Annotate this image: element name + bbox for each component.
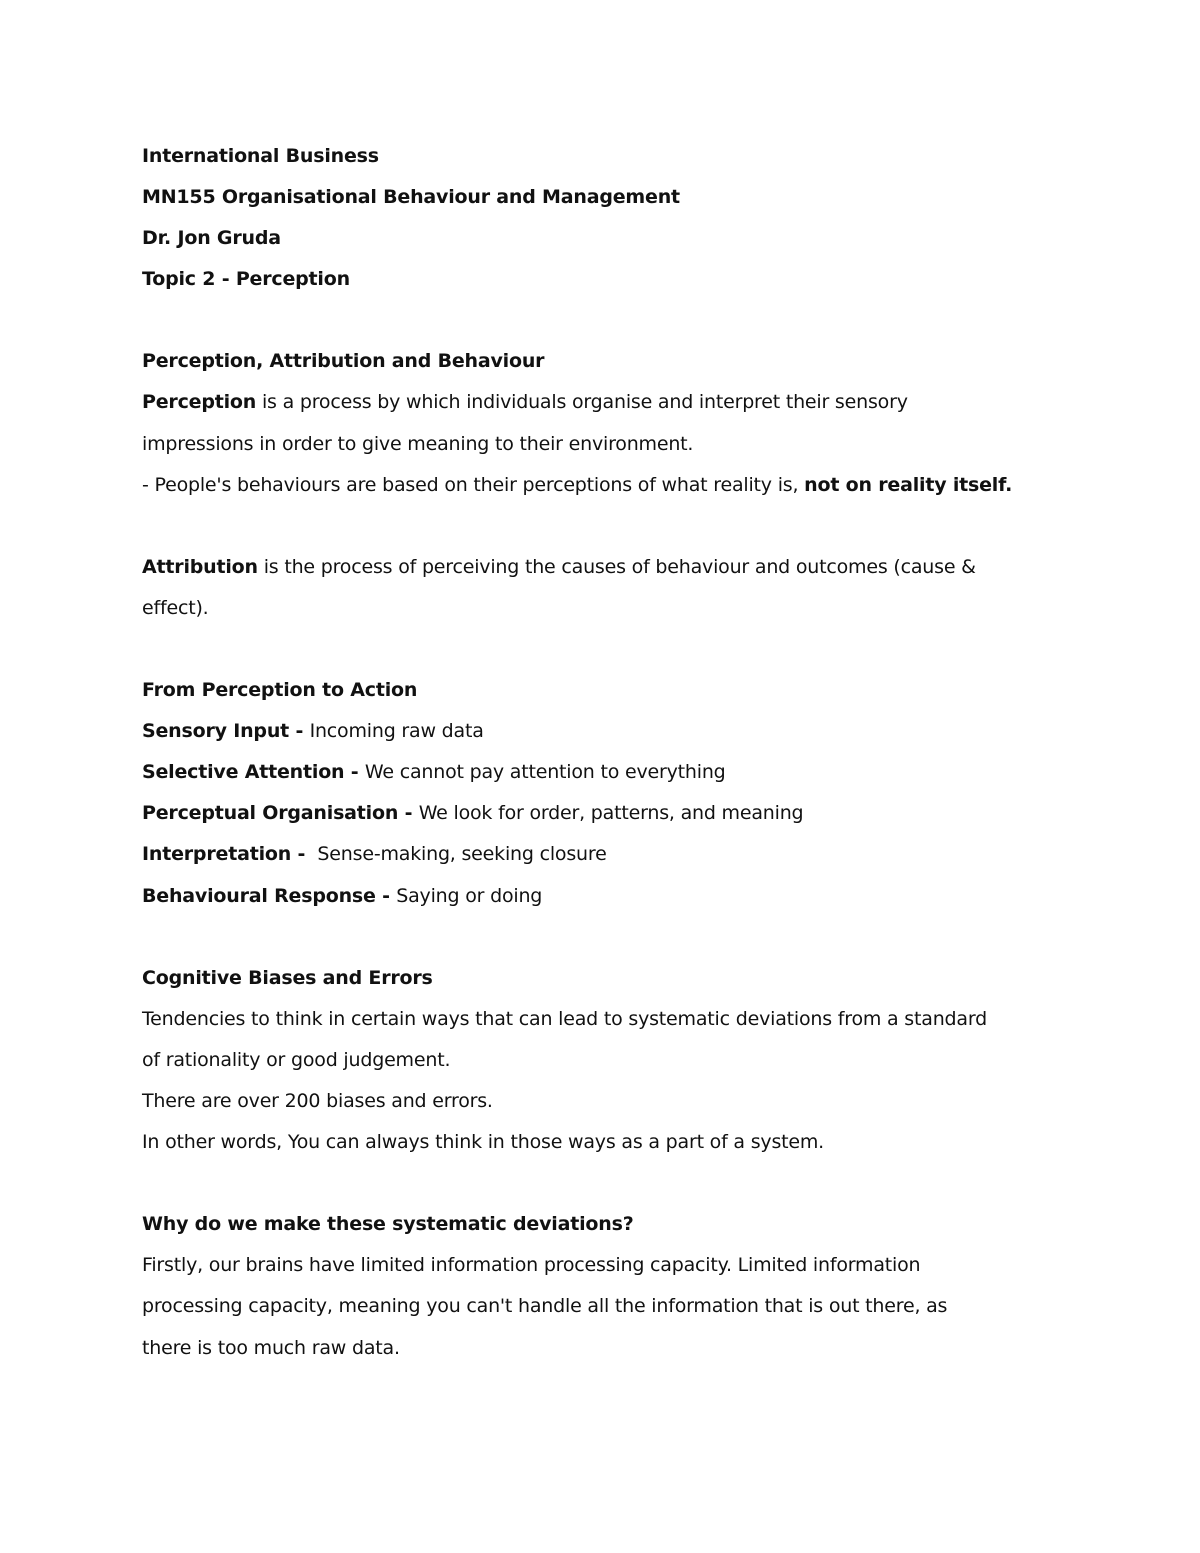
biases-paragraph-line: There are over 200 biases and errors.	[142, 1090, 493, 1112]
lecturer-name: Dr. Jon Gruda	[142, 227, 281, 249]
perception-definition-line-1	[142, 388, 908, 416]
list-item-text: We cannot pay attention to everything	[364, 761, 726, 783]
attribution-definition-line-1	[142, 553, 976, 581]
list-item-term: Perceptual Organisation -	[142, 802, 419, 824]
list-item	[142, 840, 607, 868]
section-heading-perception: Perception, Attribution and Behaviour	[142, 350, 545, 372]
list-item	[142, 758, 726, 786]
module-title: MN155 Organisational Behaviour and Management	[142, 186, 680, 208]
section-heading-biases: Cognitive Biases and Errors	[142, 967, 433, 989]
list-item-text: Sense-making, seeking closure	[311, 843, 607, 865]
perception-note-text: - People's behaviours are based on their perceptions of what reality is,	[142, 474, 805, 496]
attribution-term: Attribution	[142, 556, 258, 578]
list-item-text: We look for order, patterns, and meaning	[418, 802, 804, 824]
list-item-text: Saying or doing	[396, 885, 543, 907]
perception-definition-line-2: impressions in order to give meaning to their environment.	[142, 433, 694, 455]
why-paragraph-line: Firstly, our brains have limited information processing capacity. Limited information	[142, 1254, 921, 1276]
list-item-term: Interpretation -	[142, 843, 312, 865]
course-title: International Business	[142, 145, 379, 167]
attribution-definition-text: is the process of perceiving the causes of behaviour and outcomes (cause &	[257, 556, 976, 578]
biases-paragraph-line: In other words, You can always think in those ways as a part of a system.	[142, 1131, 825, 1153]
list-item	[142, 799, 803, 827]
list-item	[142, 717, 484, 745]
section-heading-action: From Perception to Action	[142, 679, 418, 701]
perception-definition-text: is a process by which individuals organise and interpret their sensory	[256, 391, 908, 413]
list-item-text: Incoming raw data	[309, 720, 484, 742]
list-item-term: Selective Attention -	[142, 761, 365, 783]
perception-term: Perception	[142, 391, 257, 413]
biases-paragraph-line: of rationality or good judgement.	[142, 1049, 451, 1071]
list-item-term: Sensory Input -	[142, 720, 310, 742]
why-paragraph-line: processing capacity, meaning you can't handle all the information that is out there, as	[142, 1295, 948, 1317]
biases-paragraph-line: Tendencies to think in certain ways that can lead to systematic deviations from a standard	[142, 1008, 987, 1030]
topic-title: Topic 2 - Perception	[142, 268, 350, 290]
list-item-term: Behavioural Response -	[142, 885, 397, 907]
attribution-definition-line-2: effect).	[142, 597, 209, 619]
section-heading-why: Why do we make these systematic deviations?	[142, 1213, 634, 1235]
perception-note	[142, 471, 1012, 499]
perception-note-emphasis: not on reality itself.	[804, 474, 1013, 496]
list-item	[142, 882, 542, 910]
why-paragraph-line: there is too much raw data.	[142, 1337, 400, 1359]
